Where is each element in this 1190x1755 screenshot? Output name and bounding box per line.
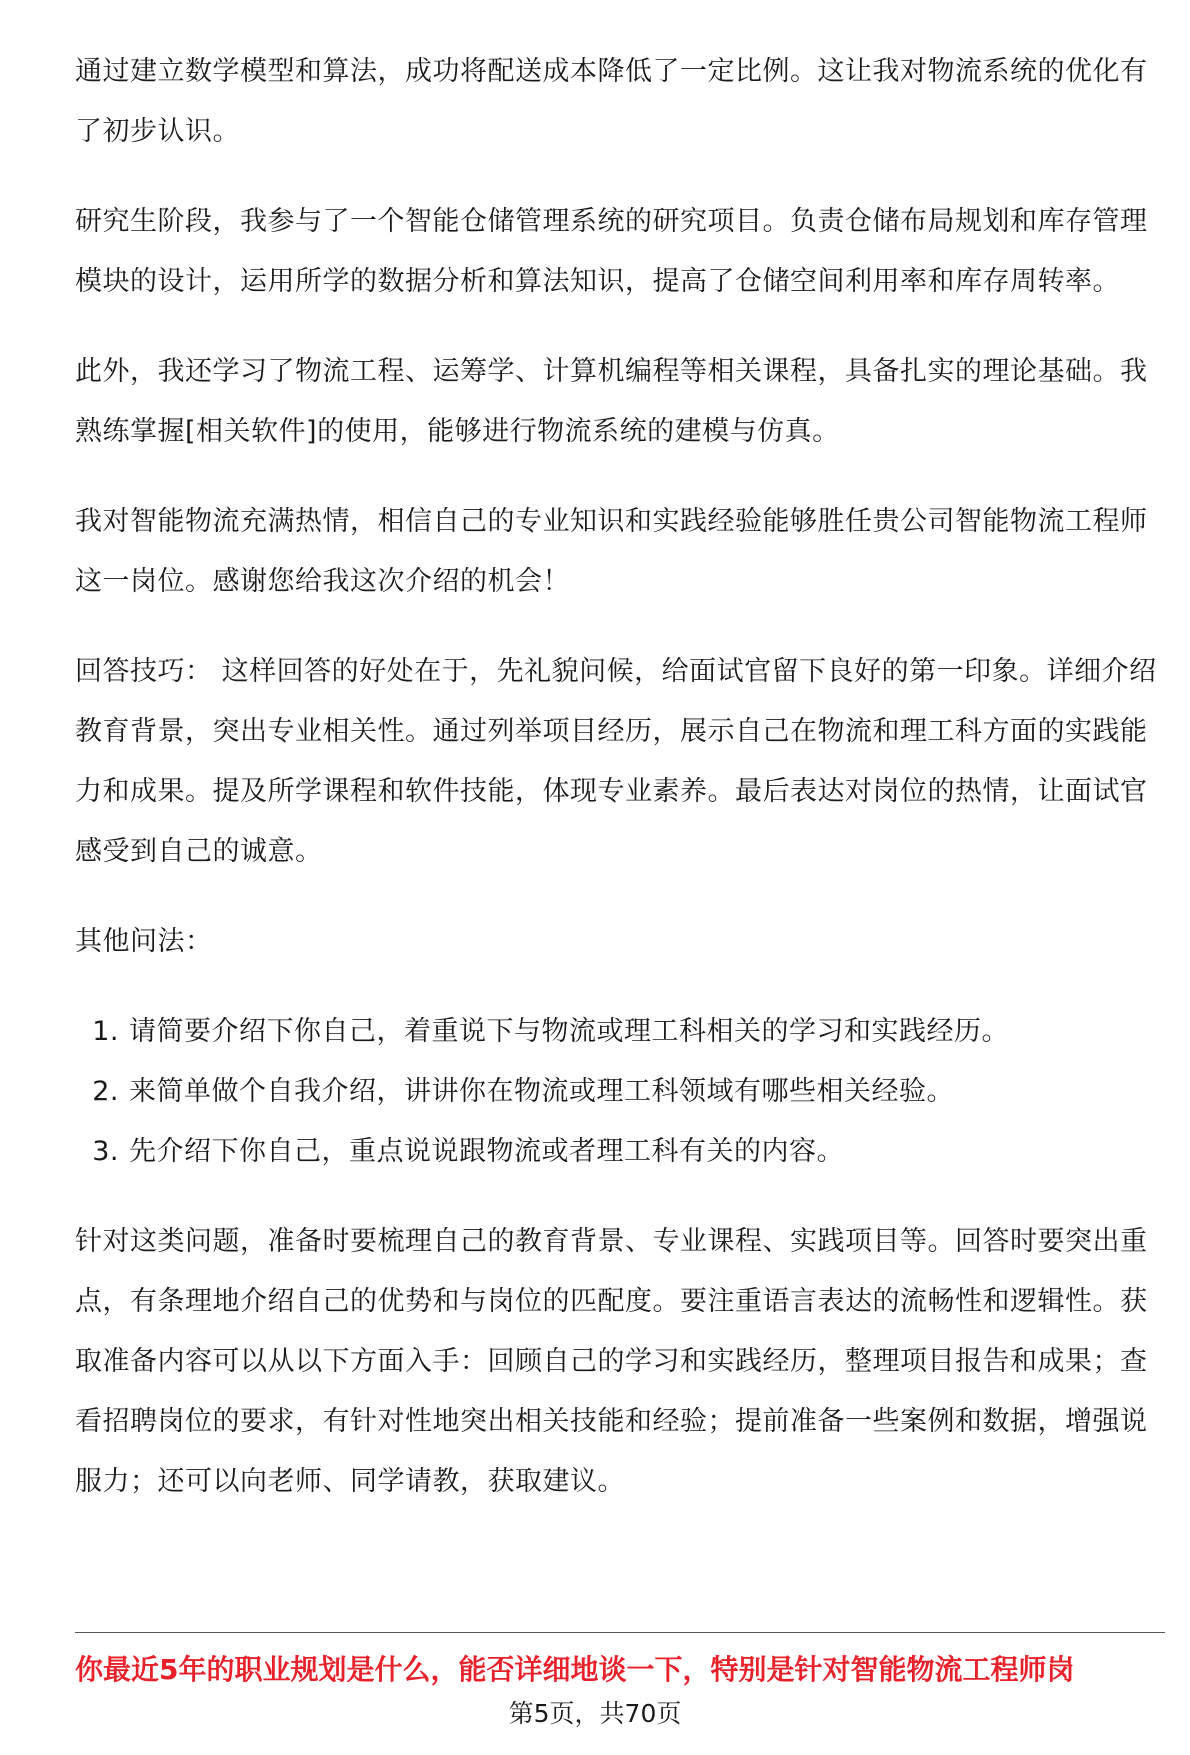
paragraph-other-questions-heading: 其他问法： [75,926,213,957]
list-item-number: 2. [92,1076,119,1107]
list-item-text: 请简要介绍下你自己，着重说下与物流或理工科相关的学习和实践经历。 [129,1016,1009,1047]
paragraph-courses: 此外，我还学习了物流工程、运筹学、计算机编程等相关课程，具备扎实的理论基础。我熟练掌握[相关软件]的使用，能够进行物流系统的建模与仿真。 [75,356,1148,447]
divider [75,1632,1165,1633]
page-number: 第5页，共70页 [508,1699,682,1728]
next-question-heading: 你最近5年的职业规划是什么，能否详细地谈一下，特别是针对智能物流工程师岗 [75,1653,1075,1686]
paragraph-graduate-project: 研究生阶段，我参与了一个智能仓储管理系统的研究项目。负责仓储布局规划和库存管理模块的设计，运用所学的数据分析和算法知识，提高了仓储空间利用率和库存周转率。 [75,206,1148,297]
paragraph-project-cost: 通过建立数学模型和算法，成功将配送成本降低了一定比例。这让我对物流系统的优化有了初步认识。 [75,56,1148,147]
list-item-text: 来简单做个自我介绍，讲讲你在物流或理工科领域有哪些相关经验。 [129,1076,954,1107]
list-item-number: 1. [92,1016,119,1047]
other-questions-list [75,1002,1165,1182]
list-item [75,1062,1165,1122]
list-item [75,1122,1165,1182]
paragraph-answer-tips: 回答技巧： 这样回答的好处在于，先礼貌问候，给面试官留下良好的第一印象。详细介绍教育背景，突出专业相关性。通过列举项目经历，展示自己在物流和理工科方面的实践能力和成果。提及所学课程和软件技能，体现专业素养。最后表达对岗位的热情，让面试官感受到自己的诚意。 [75,656,1157,867]
list-item [75,1002,1165,1062]
list-item-text: 先介绍下你自己，重点说说跟物流或者理工科有关的内容。 [129,1136,844,1167]
list-item-number: 3. [92,1136,119,1167]
document-body [75,42,1165,1542]
paragraph-enthusiasm: 我对智能物流充满热情，相信自己的专业知识和实践经验能够胜任贵公司智能物流工程师这一岗位。感谢您给我这次介绍的机会！ [75,506,1148,597]
paragraph-preparation-advice: 针对这类问题，准备时要梳理自己的教育背景、专业课程、实践项目等。回答时要突出重点，有条理地介绍自己的优势和与岗位的匹配度。要注重语言表达的流畅性和逻辑性。获取准备内容可以从以下方面入手：回顾自己的学习和实践经历，整理项目报告和成果；查看招聘岗位的要求，有针对性地突出相关技能和经验；提前准备一些案例和数据，增强说服力；还可以向老师、同学请教，获取建议。 [75,1226,1148,1497]
